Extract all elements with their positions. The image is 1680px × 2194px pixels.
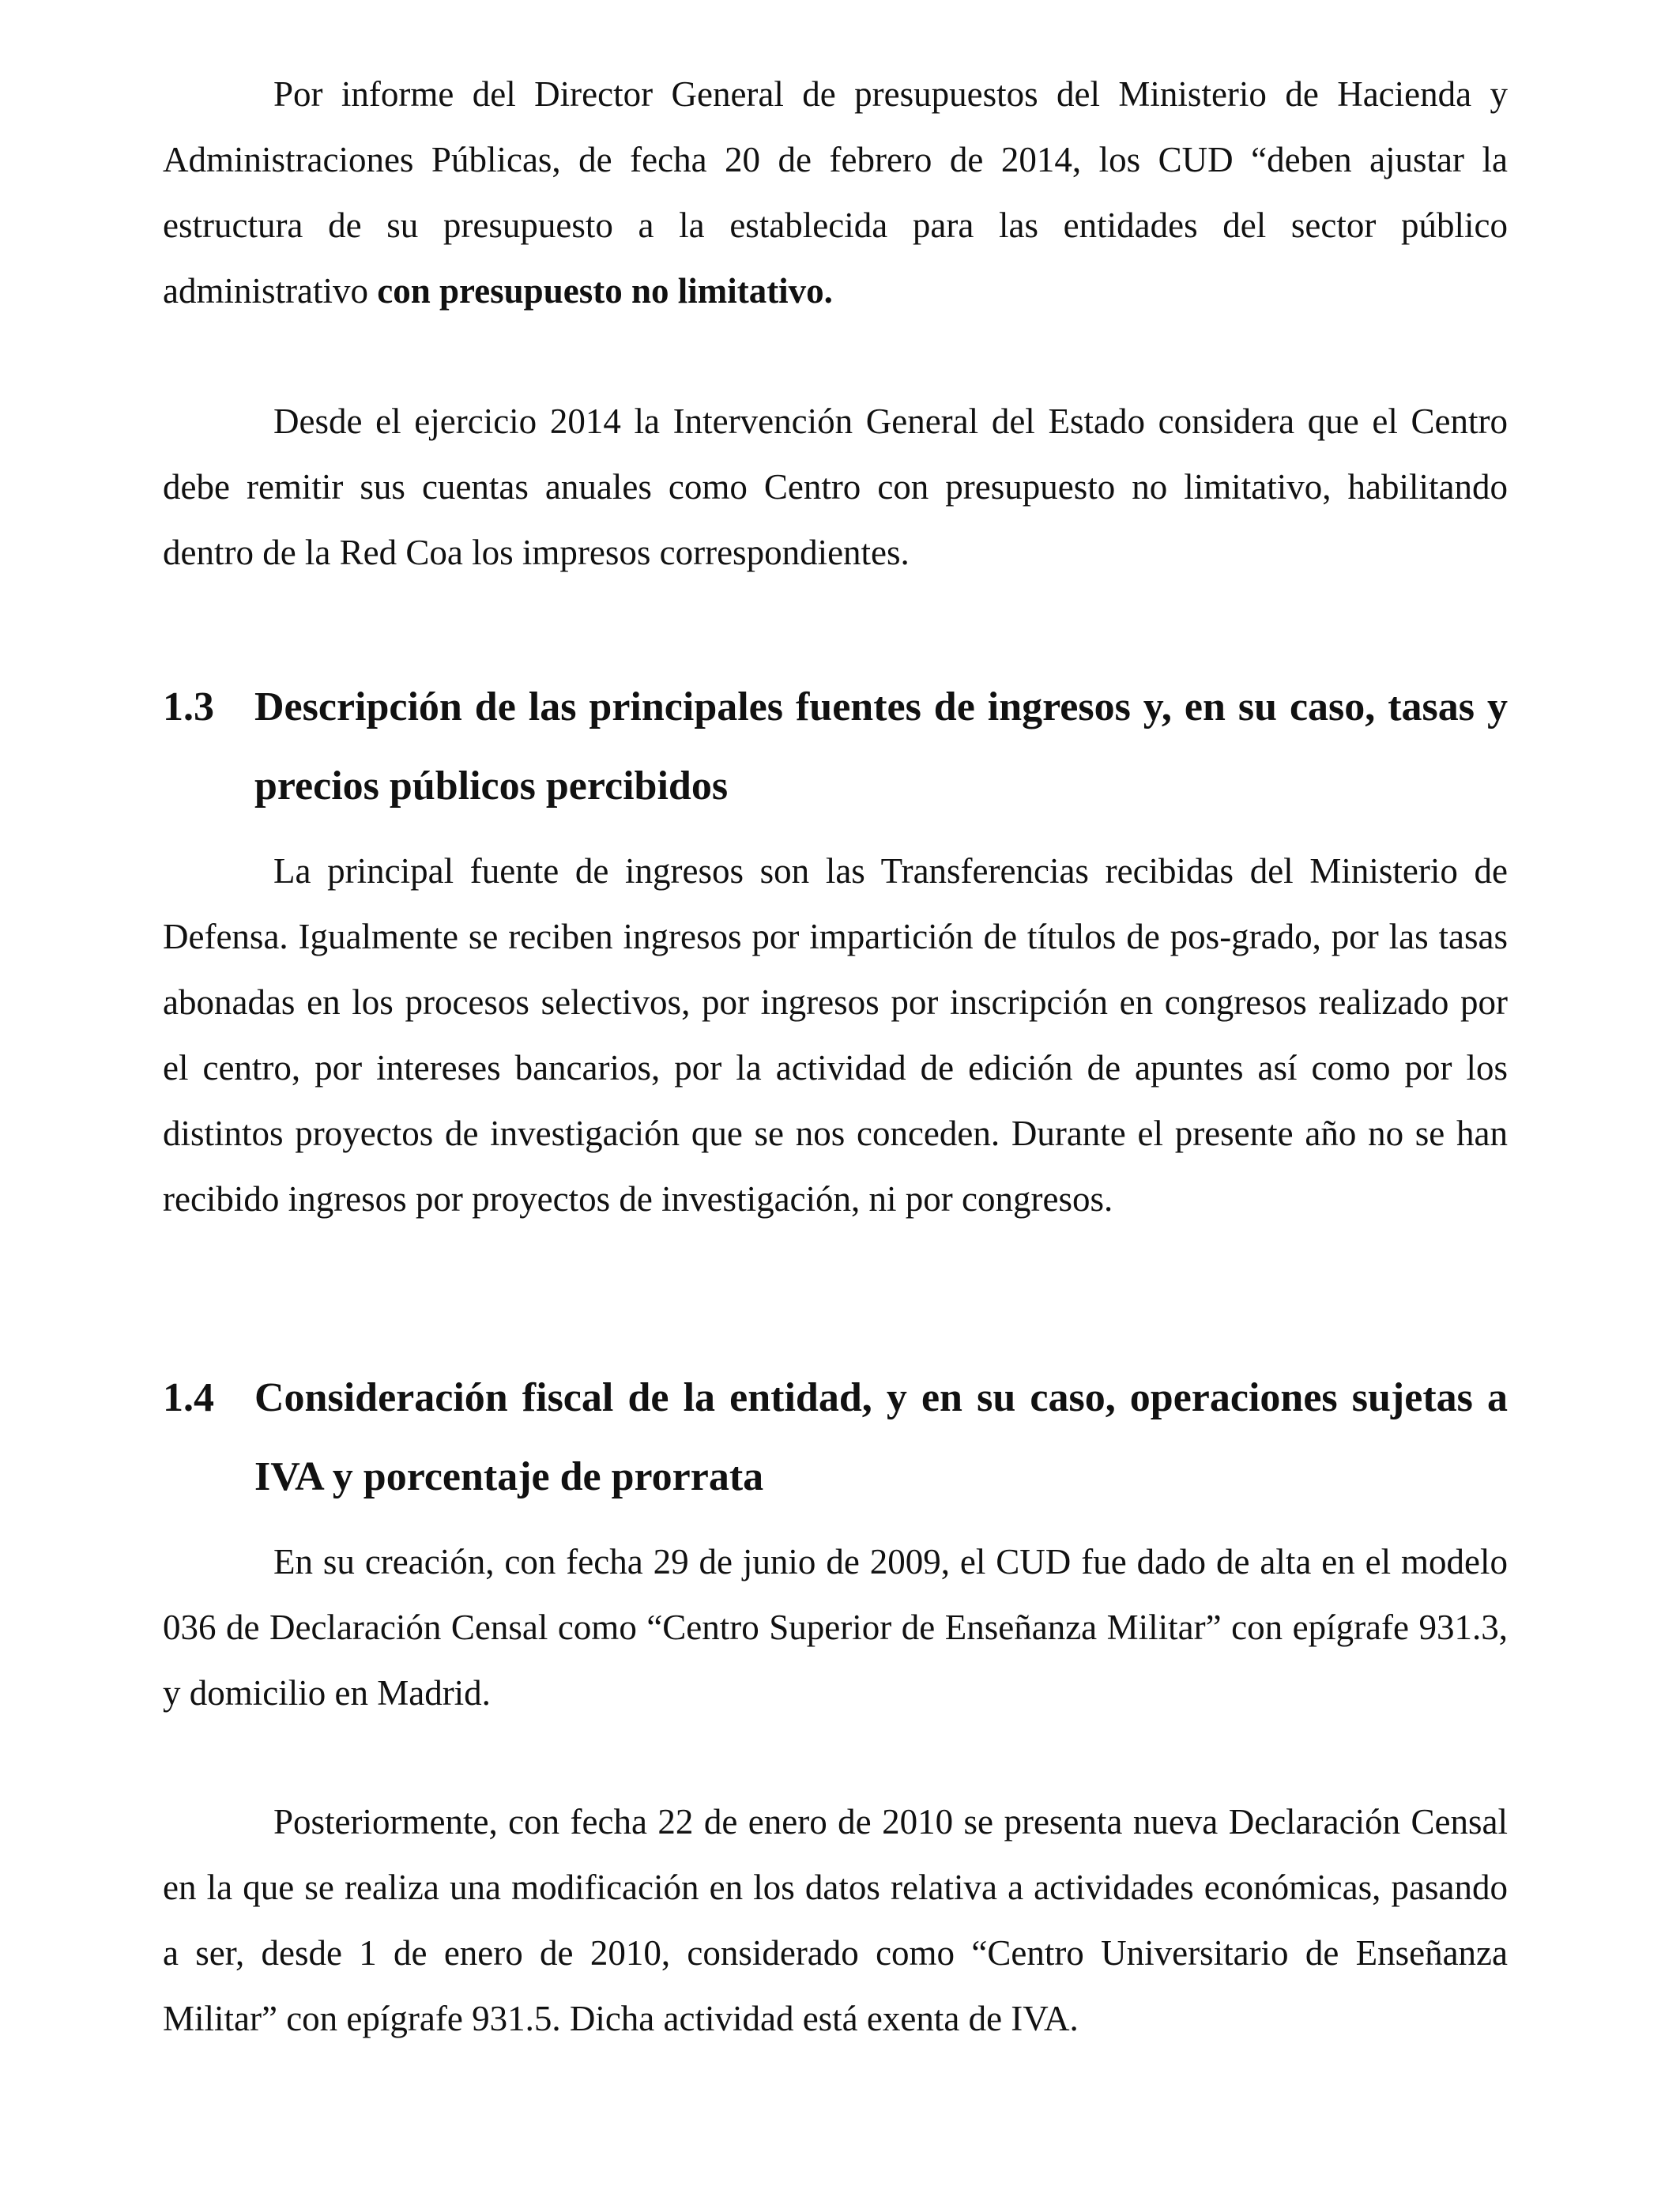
paragraph-text: Por informe del Director General de presupuestos del Ministerio de Hacienda y Administraciones Públicas, de fecha 20 de febrero de 2014, los CUD “deben ajustar la estructura de su presupuesto a la establecida para las entidades del sector público administrativo bbox=[163, 74, 1508, 311]
section-number: 1.3 bbox=[163, 684, 214, 729]
section-heading-1-4 bbox=[163, 1359, 1508, 1517]
paragraph-modification: Posteriormente, con fecha 22 de enero de 2010 se presenta nueva Declaración Censal en la que se realiza una modificación en los datos relativa a actividades económicas, pasando a ser, desde 1 de enero de 2010, considerado como “Centro Universitario de Enseñanza Militar” con epígrafe 931.5. Dicha actividad está exenta de IVA. bbox=[163, 1802, 1508, 2038]
paragraph-intervention: Desde el ejercicio 2014 la Intervención General del Estado considera que el Centro debe remitir sus cuentas anuales como Centro con presupuesto no limitativo, habilitando dentro de la Red Coa los impresos correspondientes. bbox=[163, 401, 1508, 572]
document-page bbox=[163, 62, 1508, 2052]
section-title: Consideración fiscal de la entidad, y en su caso, operaciones sujetas a IVA y porcentaje de prorrata bbox=[254, 1375, 1508, 1499]
paragraph-creation: En su creación, con fecha 29 de junio de 2009, el CUD fue dado de alta en el modelo 036 de Declaración Censal como “Centro Superior de Enseñanza Militar” con epígrafe 931.3, y domicilio en Madrid. bbox=[163, 1542, 1508, 1713]
section-title: Descripción de las principales fuentes de ingresos y, en su caso, tasas y precios públicos percibidos bbox=[254, 684, 1508, 809]
section-number: 1.4 bbox=[163, 1375, 214, 1420]
paragraph-budget-report bbox=[163, 62, 1508, 324]
bold-phrase: con presupuesto no limitativo. bbox=[377, 271, 833, 311]
section-heading-1-3 bbox=[163, 668, 1508, 826]
paragraph-income-sources: La principal fuente de ingresos son las Transferencias recibidas del Ministerio de Defensa. Igualmente se reciben ingresos por impartición de títulos de pos-grado, por las tasas abonadas en los procesos selectivos, por ingresos por inscripción en congresos realizado por el centro, por intereses bancarios, por la actividad de edición de apuntes así como por los distintos proyectos de investigación que se nos conceden. Durante el presente año no se han recibido ingresos por proyectos de investigación, ni por congresos. bbox=[163, 851, 1508, 1219]
